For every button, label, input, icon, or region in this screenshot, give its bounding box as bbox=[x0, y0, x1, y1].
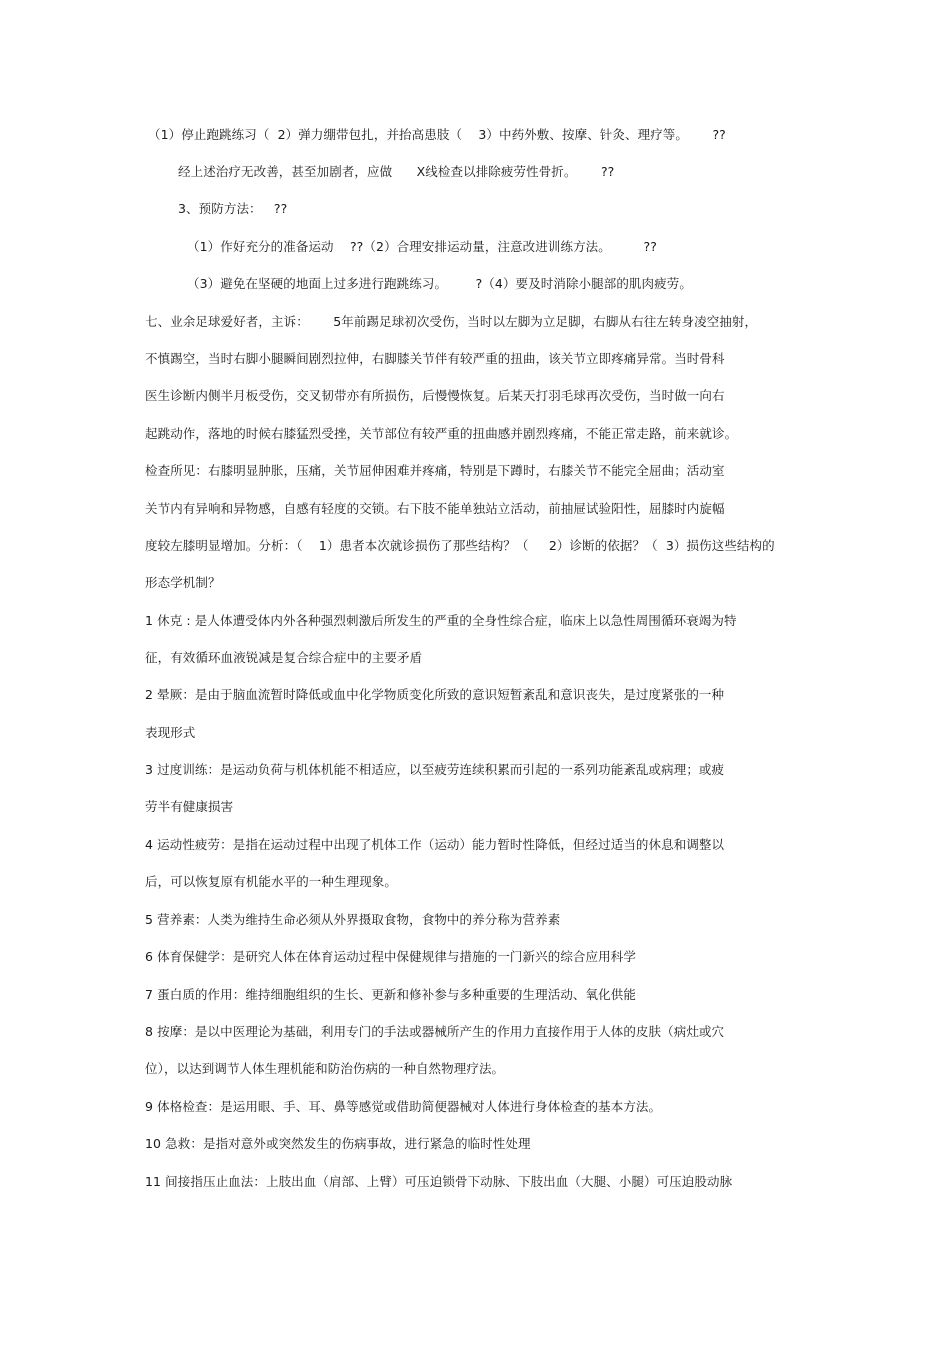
case-heading: 七、业余足球爱好者，主诉： 5年前踢足球初次受伤，当时以左脚为立足脚，右脚从右往左转身凌空抽射， bbox=[145, 314, 758, 329]
text-line: （1）停止跑跳练习（ 2）弹力绷带包扎，并抬高患肢（ 3）中药外敷、按摩、针灸、理疗等。 ?? bbox=[148, 127, 726, 142]
definition-line: 2 晕厥：是由于脑血流暂时降低或血中化学物质变化所致的意识短暂紊乱和意识丧失，是过度紧张的一种 bbox=[145, 687, 725, 702]
text-line: 起跳动作，落地的时候右膝猛烈受挫，关节部位有较严重的扭曲感并剧烈疼痛，不能正常走路，前来就诊。 bbox=[145, 426, 738, 441]
text-line: （3）避免在坚硬的地面上过多进行跑跳练习。 ?（4）要及时消除小腿部的肌肉疲劳。 bbox=[187, 276, 692, 291]
definition-line: 3 过度训练：是运动负荷与机体机能不相适应，以至疲劳连续积累而引起的一系列功能紊乱或病理；或疲 bbox=[145, 762, 725, 777]
text-line: 形态学机制？ bbox=[145, 575, 221, 590]
text-line: 度较左膝明显增加。分析：（ 1）患者本次就诊损伤了那些结构？（ 2）诊断的依据？（ 3）损伤这些结构的 bbox=[145, 538, 775, 553]
text-line: 关节内有异响和异物感，自感有轻度的交锁。右下肢不能单独站立活动，前抽屉试验阳性，屈膝时内旋幅 bbox=[145, 501, 725, 516]
text-line: （1）作好充分的准备运动 ??（2）合理安排运动量，注意改进训练方法。 ?? bbox=[187, 239, 657, 254]
text-line: 医生诊断内侧半月板受伤，交叉韧带亦有所损伤，后慢慢恢复。后某天打羽毛球再次受伤，当时做一向右 bbox=[145, 388, 725, 403]
definition-line: 6 体育保健学：是研究人体在体育运动过程中保健规律与措施的一门新兴的综合应用科学 bbox=[145, 949, 636, 964]
text-line: 经上述治疗无改善，甚至加剧者，应做 X线检查以排除疲劳性骨折。 ?? bbox=[178, 164, 615, 179]
text-line: 表现形式 bbox=[145, 725, 196, 740]
definition-line: 7 蛋白质的作用：维持细胞组织的生长、更新和修补参与多种重要的生理活动、氧化供能 bbox=[145, 987, 636, 1002]
text-line: 不慎踢空，当时右脚小腿瞬间剧烈拉伸，右脚膝关节伴有较严重的扭曲，该关节立即疼痛异常。当时骨科 bbox=[145, 351, 725, 366]
text-line: 3、预防方法： ?? bbox=[178, 201, 288, 216]
text-line: 位），以达到调节人体生理机能和防治伤病的一种自然物理疗法。 bbox=[145, 1061, 505, 1076]
definition-line: 8 按摩：是以中医理论为基础，利用专门的手法或器械所产生的作用力直接作用于人体的皮肤（病灶或穴 bbox=[145, 1024, 725, 1039]
text-line: 后，可以恢复原有机能水平的一种生理现象。 bbox=[145, 874, 398, 889]
definition-line: 1 休克 : 是人体遭受体内外各种强烈刺激后所发生的严重的全身性综合症，临床上以急性周围循环衰竭为特 bbox=[145, 613, 737, 628]
definition-line: 11 间接指压止血法：上肢出血（肩部、上臂）可压迫锁骨下动脉、下肢出血（大腿、小腿）可压迫股动脉 bbox=[145, 1174, 733, 1189]
definition-line: 10 急救：是指对意外或突然发生的伤病事故，进行紧急的临时性处理 bbox=[145, 1136, 531, 1151]
text-line: 劳半有健康损害 bbox=[145, 799, 234, 814]
definition-line: 5 营养素：人类为维持生命必须从外界摄取食物，食物中的养分称为营养素 bbox=[145, 912, 561, 927]
text-line: 检查所见：右膝明显肿胀，压痛，关节屈伸困难并疼痛，特别是下蹲时，右膝关节不能完全屈曲；活动室 bbox=[145, 463, 725, 478]
text-line: 征，有效循环血液锐减是复合综合症中的主要矛盾 bbox=[145, 650, 423, 665]
definition-line: 9 体格检查：是运用眼、手、耳、鼻等感觉或借助简便器械对人体进行身体检查的基本方法。 bbox=[145, 1099, 662, 1114]
definition-line: 4 运动性疲劳：是指在运动过程中出现了机体工作（运动）能力暂时性降低，但经过适当的休息和调整以 bbox=[145, 837, 725, 852]
